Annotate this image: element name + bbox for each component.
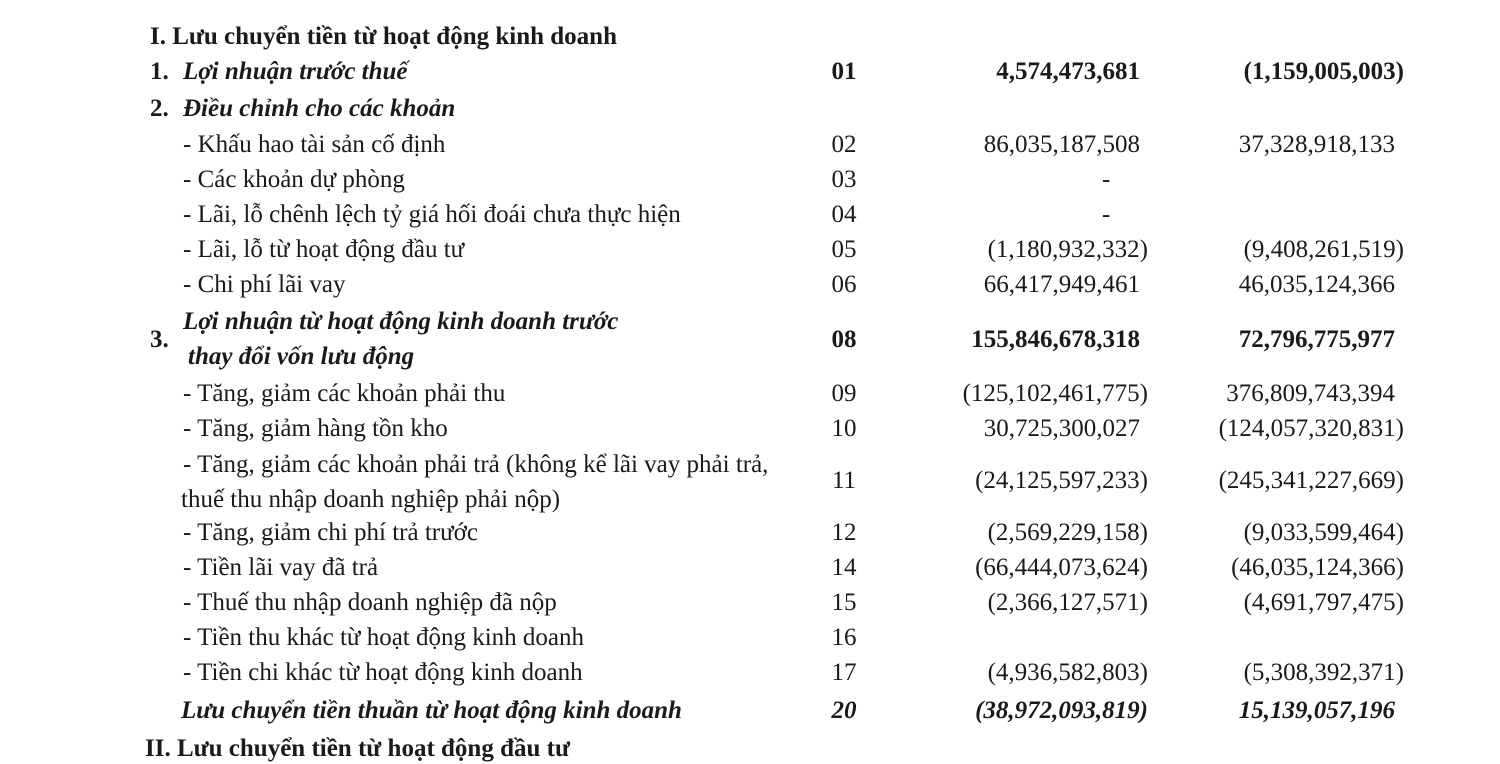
row-label-line2: thay đổi vốn lưu động (188, 343, 415, 370)
current-period-value: (125,102,461,775) (962, 380, 1148, 407)
current-period-value: 66,417,949,461 (983, 271, 1140, 298)
row-code: 11 (831, 467, 857, 494)
row-label-line1: - Tăng, giảm các khoản phải trả (không kể lãi vay phải trả, (183, 451, 769, 478)
next-section-clip (0, 730, 1500, 762)
current-period-value: (4,936,582,803) (987, 659, 1148, 686)
row-label: - Tăng, giảm chi phí trả trước (183, 519, 478, 546)
row-label-line1: Lợi nhuận từ hoạt động kinh doanh trước (183, 308, 619, 335)
row-label: - Các khoản dự phòng (183, 166, 405, 193)
row-code: 20 (831, 697, 857, 724)
row-code: 08 (831, 326, 857, 353)
previous-period-value: 72,796,775,977 (1238, 326, 1395, 353)
current-period-value: - (1102, 201, 1111, 228)
row-number: 3. (150, 326, 169, 353)
row-code: 12 (831, 519, 857, 546)
current-period-value: (66,444,073,624) (975, 554, 1148, 581)
current-period-value: 86,035,187,508 (983, 131, 1140, 158)
previous-period-value: 376,809,743,394 (1226, 380, 1395, 407)
current-period-value: 4,574,473,681 (996, 58, 1140, 85)
current-period-value: (24,125,597,233) (975, 467, 1148, 494)
row-code: 09 (831, 380, 857, 407)
row-code: 14 (831, 554, 857, 581)
current-period-value: (38,972,093,819) (975, 697, 1148, 724)
row-code: 16 (831, 624, 857, 651)
row-code: 01 (831, 58, 857, 85)
previous-period-value: (9,033,599,464) (1243, 519, 1404, 546)
row-number: 2. (150, 95, 169, 122)
row-label: Lưu chuyển tiền thuần từ hoạt động kinh doanh (181, 697, 682, 724)
previous-period-value: (1,159,005,003) (1243, 58, 1404, 85)
section-heading: I. Lưu chuyển tiền từ hoạt động kinh doanh (150, 23, 617, 50)
row-label: - Khấu hao tài sản cố định (183, 131, 446, 158)
row-number: 1. (150, 58, 169, 85)
row-label: - Lãi, lỗ chênh lệch tỷ giá hối đoái chưa thực hiện (183, 201, 681, 228)
previous-period-value: (5,308,392,371) (1243, 659, 1404, 686)
current-period-value: - (1102, 166, 1111, 193)
row-code: 03 (831, 166, 857, 193)
previous-period-value: (245,341,227,669) (1218, 467, 1404, 494)
row-label: - Tiền chi khác từ hoạt động kinh doanh (183, 659, 583, 686)
row-label: - Thuế thu nhập doanh nghiệp đã nộp (183, 589, 557, 616)
row-code: 02 (831, 131, 857, 158)
current-period-value: (2,569,229,158) (987, 519, 1148, 546)
current-period-value: (1,180,932,332) (987, 236, 1148, 263)
current-period-value: 155,846,678,318 (971, 326, 1140, 353)
previous-period-value: 46,035,124,366 (1238, 271, 1395, 298)
row-label: - Chi phí lãi vay (183, 271, 346, 298)
previous-period-value: (4,691,797,475) (1243, 589, 1404, 616)
row-code: 06 (831, 271, 857, 298)
row-label: - Tiền thu khác từ hoạt động kinh doanh (183, 624, 585, 651)
row-code: 05 (831, 236, 857, 263)
row-label: Điều chỉnh cho các khoản (183, 95, 456, 122)
previous-period-value: 15,139,057,196 (1238, 697, 1395, 724)
previous-period-value: (124,057,320,831) (1218, 415, 1404, 442)
row-code: 10 (831, 415, 857, 442)
current-period-value: (2,366,127,571) (987, 589, 1148, 616)
row-label-line2: thuế thu nhập doanh nghiệp phải nộp) (181, 486, 561, 513)
previous-period-value: (9,408,261,519) (1243, 236, 1404, 263)
section-heading: II. Lưu chuyển tiền từ hoạt động đầu tư (145, 735, 570, 762)
previous-period-value: (46,035,124,366) (1231, 554, 1404, 581)
row-label: Lợi nhuận trước thuế (183, 58, 408, 85)
current-period-value: 30,725,300,027 (983, 415, 1140, 442)
row-label: - Tăng, giảm các khoản phải thu (183, 380, 506, 407)
row-label: - Lãi, lỗ từ hoạt động đầu tư (183, 236, 465, 263)
row-code: 17 (831, 659, 857, 686)
row-code: 04 (831, 201, 857, 228)
previous-period-value: 37,328,918,133 (1238, 131, 1395, 158)
row-label: - Tiền lãi vay đã trả (183, 554, 379, 581)
row-label: - Tăng, giảm hàng tồn kho (183, 415, 448, 442)
row-code: 15 (831, 589, 857, 616)
